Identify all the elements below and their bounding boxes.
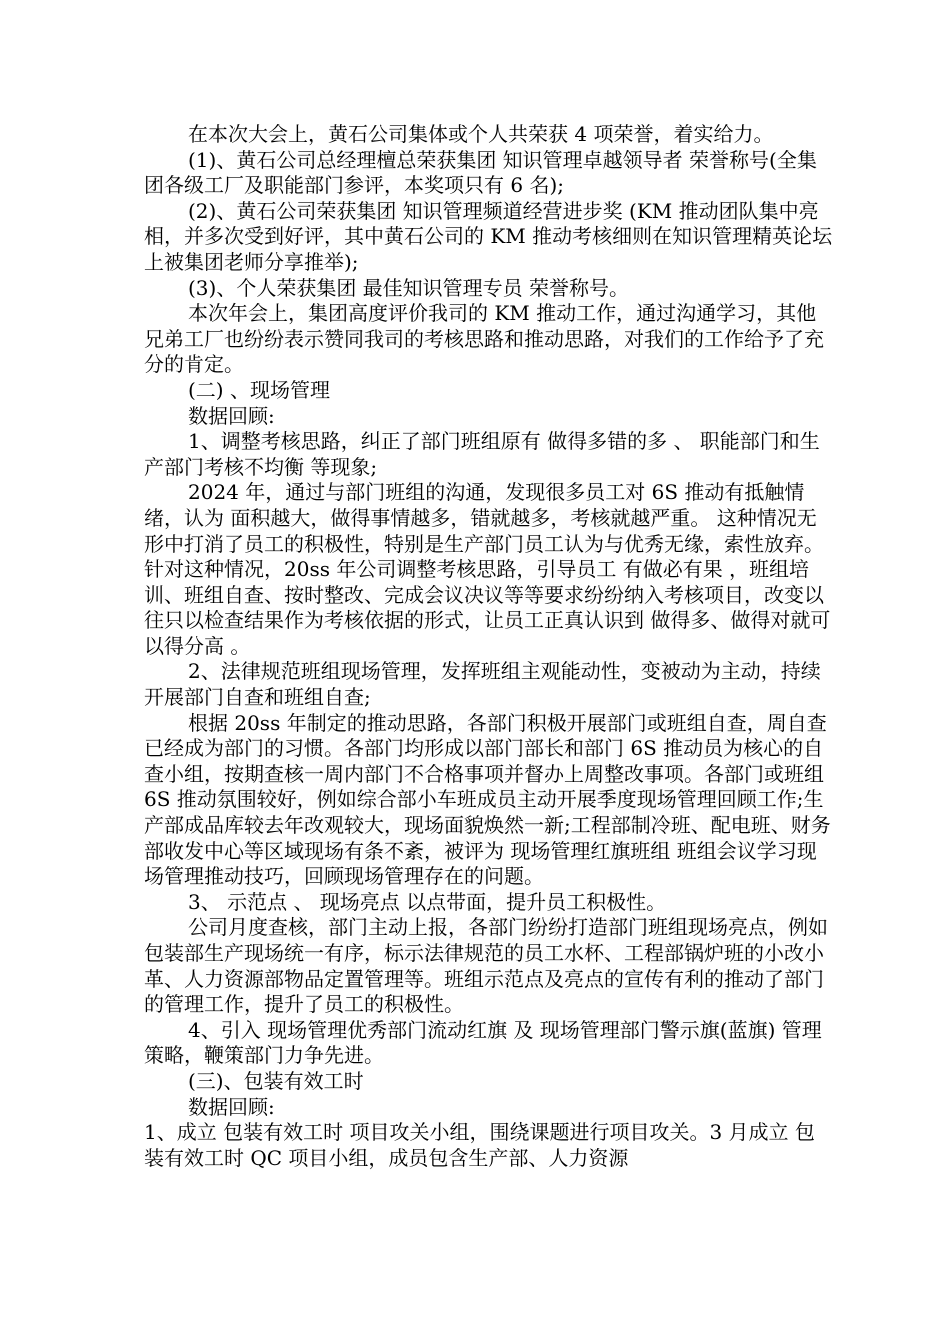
paragraph: 在本次大会上，黄石公司集体或个人共荣获 4 项荣誉，着实给力。 (188, 122, 774, 146)
document-body (144, 122, 834, 1171)
paragraph: 2、法律规范班组现场管理，发挥班组主观能动性，变被动为主动，持续开展部门自查和班组自查; (144, 659, 821, 710)
paragraph: 3、 示范点 、 现场亮点 以点带面，提升员工积极性。 (188, 889, 667, 914)
paragraph: 2024 年，通过与部门班组的沟通，发现很多员工对 6S 推动有抵触情绪，认为 面积越大，做得事情越多，错就越多，考核就越严重。 这种情况无形中打消了员工的积极性，特别是生产部门员工认为与优秀无缘，索性放弃。针对这种情况，20ss 年公司调整考核思路，引导员工 有做必有果 ，班组培训、班组自查、按时整改、完成会议决议等等要求纷纷纳入考核项目，改变以往只以检查结果作为考核依据的形式，让员工正真认识到 做得多、做得对就可以得分高 。 (144, 480, 831, 658)
paragraph: (3)、个人荣获集团 最佳知识管理专员 荣誉称号。 (188, 275, 630, 300)
paragraph: 1、调整考核思路，纠正了部门班组原有 做得多错的多 、 职能部门和生产部门考核不均衡 等现象; (144, 429, 820, 479)
paragraph: (1)、黄石公司总经理檀总荣获集团 知识管理卓越领导者 荣誉称号(全集团各级工厂及职能部门参评，本奖项只有 6 名); (144, 147, 817, 198)
paragraph: 4、引入 现场管理优秀部门流动红旗 及 现场管理部门警示旗(蓝旗) 管理策略，鞭策部门力争先进。 (144, 1017, 822, 1068)
paragraph: (三)、包装有效工时 (188, 1068, 364, 1093)
paragraph: (2)、黄石公司荣获集团 知识管理频道经营进步奖 (KM 推动团队集中亮相，并多次受到好评，其中黄石公司的 KM 推动考核细则在知识管理精英论坛上被集团老师分享推举); (144, 198, 833, 274)
paragraph: 本次年会上，集团高度评价我司的 KM 推动工作，通过沟通学习，其他兄弟工厂也纷纷表示赞同我司的考核思路和推动思路，对我们的工作给予了充分的肯定。 (144, 301, 824, 377)
paragraph: 数据回顾: (188, 1094, 275, 1119)
paragraph: (二) 、现场管理 (188, 377, 330, 402)
paragraph: 根据 20ss 年制定的推动思路，各部门积极开展部门或班组自查，周自查已经成为部门的习惯。各部门均形成以部门部长和部门 6S 推动员为核心的自查小组，按期查核一周内部门不合格事项并督办上周整改事项。各部门或班组 6S 推动氛围较好，例如综合部小车班成员主动开展季度现场管理回顾工作;生产部成品库较去年改观较大，现场面貌焕然一新;工程部制冷班、配电班、财务部收发中心等区域现场有条不紊，被评为 现场管理红旗班组 班组会议学习现场管理推动技巧，回顾现场管理存在的问题。 (144, 710, 831, 889)
paragraph: 公司月度查核，部门主动上报，各部门纷纷打造部门班组现场亮点，例如包装部生产现场统一有序，标示法律规范的员工水杯、工程部锅炉班的小改小革、人力资源部物品定置管理等。班组示范点及亮点的宣传有利的推动了部门的管理工作，提升了员工的积极性。 (144, 915, 828, 1017)
paragraph: 1、成立 包装有效工时 项目攻关小组，围绕课题进行项目攻关。3 月成立 包装有效工时 QC 项目小组，成员包含生产部、人力资源 (144, 1120, 815, 1170)
paragraph: 数据回顾: (188, 403, 275, 428)
